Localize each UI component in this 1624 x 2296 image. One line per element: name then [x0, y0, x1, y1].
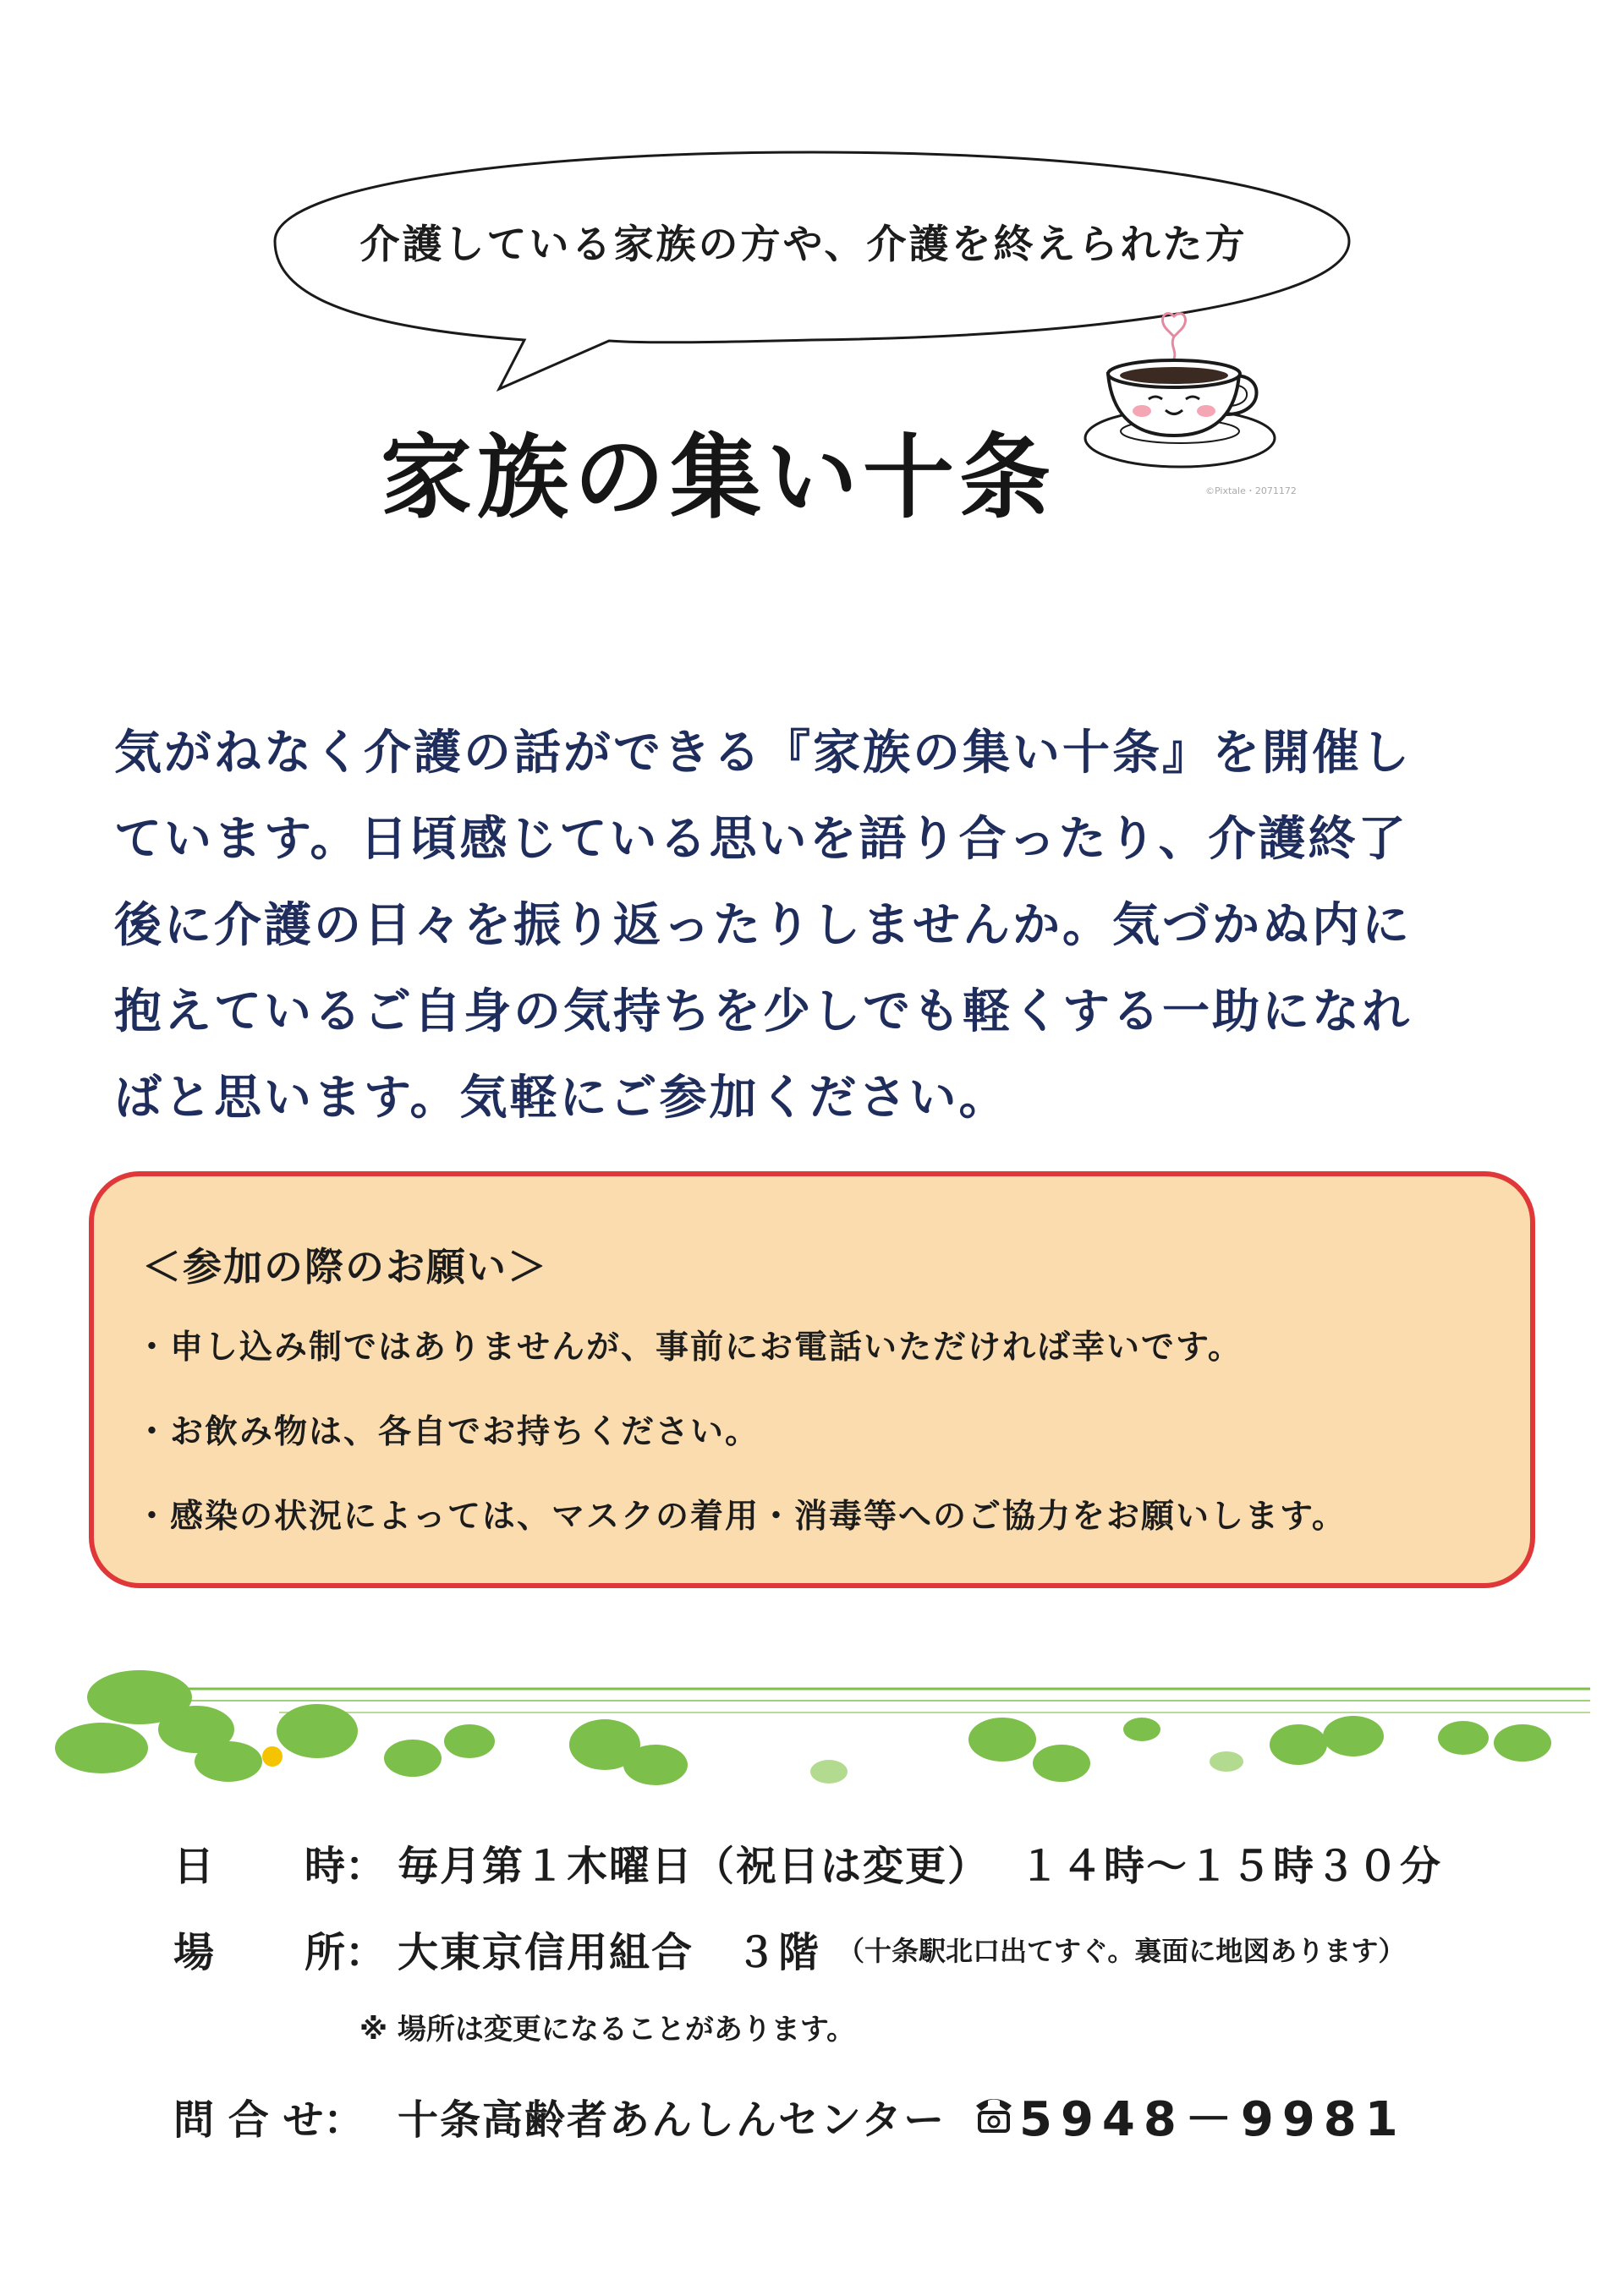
- venue-label-a: 場: [173, 1929, 215, 1976]
- phone-icon: [973, 2089, 1015, 2134]
- bubble-caption: 介護している家族の方や、介護を終えられた方: [359, 222, 1248, 268]
- clover-decoration: [0, 1670, 1624, 1797]
- request-item: ・お飲み物は、各自でお持ちください。: [135, 1413, 760, 1451]
- phone-number: 5948－9981: [1019, 2092, 1407, 2147]
- request-item: ・申し込み制ではありませんが、事前にお電話いただければ幸いです。: [135, 1329, 1243, 1367]
- intro-line: ばと思います。気軽にご参加ください。: [114, 1071, 1009, 1126]
- date-value: 毎月第１木曜日（祝日は変更）: [398, 1843, 990, 1890]
- intro-paragraph: [114, 710, 1434, 1142]
- contact-value: 十条高齢者あんしんセンター: [398, 2096, 946, 2144]
- venue-caution: ※ 場所は変更になることがあります。: [359, 2013, 856, 2047]
- intro-line: 後に介護の日々を振り返ったりしませんか。気づかぬ内に: [114, 898, 1412, 953]
- contact-label: 問 合 せ：: [173, 2096, 365, 2144]
- request-heading: ＜参加の際のお願い＞: [142, 1244, 548, 1290]
- intro-line: ています。日頃感じている思いを語り合ったり、介護終了: [114, 812, 1408, 867]
- coffee-cup-icon: [1074, 296, 1277, 482]
- intro-line: 抱えているご自身の気持ちを少しでも軽くする一助になれ: [114, 984, 1412, 1039]
- illustration-credit: ©Pixtale・2071172: [1205, 485, 1297, 496]
- venue-value: 大東京信用組合 ３階: [398, 1929, 821, 1976]
- request-item: ・感染の状況によっては、マスクの着用・消毒等へのご協力をお願いします。: [135, 1498, 1347, 1536]
- page-title: 家族の集い十条: [381, 425, 1056, 531]
- intro-line: 気がねなく介護の話ができる『家族の集い十条』を開催し: [114, 726, 1412, 781]
- time-value: １４時～１５時３０分: [1019, 1843, 1443, 1890]
- date-label-b: 時：: [304, 1843, 387, 1890]
- venue-label-b: 所：: [304, 1929, 387, 1976]
- date-label-a: 日: [173, 1843, 215, 1890]
- venue-note: （十条駅北口出てすぐ。裏面に地図あります）: [837, 1935, 1406, 1967]
